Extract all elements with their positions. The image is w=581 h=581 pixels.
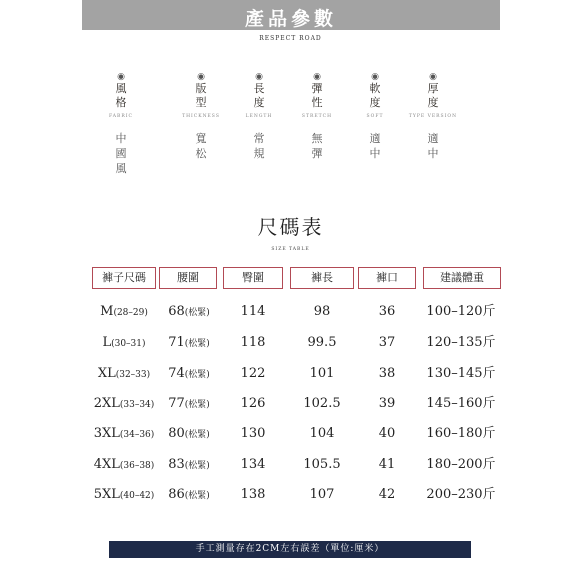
page-title: 產品參數 (244, 8, 337, 30)
size-label: XL (97, 366, 116, 381)
param-name: 彈 性 (311, 82, 323, 109)
dot-icon: ◉ (117, 72, 125, 82)
waist-value: 71 (168, 335, 185, 350)
table-row (0, 364, 581, 384)
param-label: SOFT (366, 114, 384, 119)
waist-note: (松緊) (184, 491, 210, 501)
hem-cell: 36 (378, 304, 396, 319)
size-range: (28–29) (113, 308, 148, 318)
header-hem: 褲口 (358, 267, 416, 289)
waist-value: 77 (168, 396, 185, 411)
hip-cell: 114 (240, 304, 266, 319)
param-name: 版 型 (195, 82, 207, 109)
waist-value: 86 (168, 487, 185, 502)
length-cell: 102.5 (303, 396, 341, 411)
size-cell (86, 485, 162, 506)
waist-value: 74 (168, 366, 185, 381)
hem-cell: 41 (378, 457, 396, 472)
param-name: 長 度 (253, 82, 265, 109)
size-cell (86, 394, 162, 415)
size-label: 5XL (93, 487, 120, 502)
size-range: (32–33) (115, 370, 151, 380)
hem-cell: 37 (378, 335, 396, 350)
waist-note: (松緊) (184, 461, 210, 471)
title-banner (82, 0, 500, 30)
weight-cell: 180–200斤 (426, 457, 496, 472)
waist-note: (松緊) (184, 430, 210, 440)
size-cell (86, 364, 162, 385)
hip-cell: 130 (240, 426, 266, 441)
dot-icon: ◉ (429, 72, 437, 82)
weight-cell: 200–230斤 (426, 487, 496, 502)
waist-note: (松緊) (184, 308, 210, 318)
waist-cell (156, 394, 222, 415)
size-cell (86, 302, 162, 323)
weight-cell: 120–135斤 (426, 335, 496, 350)
header-hip: 臀圍 (223, 267, 283, 289)
waist-cell (156, 333, 222, 354)
param-label: FABRIC (109, 114, 133, 119)
dot-icon: ◉ (255, 72, 263, 82)
page-subtitle: RESPECT ROAD (259, 35, 322, 42)
param-value: 寬 松 (195, 132, 207, 160)
waist-cell (156, 364, 222, 385)
header-waist: 腰圍 (159, 267, 217, 289)
hip-cell: 126 (240, 396, 266, 411)
size-label: L (102, 335, 112, 350)
hip-cell: 138 (240, 487, 266, 502)
param-value: 適 中 (427, 132, 439, 160)
param-name: 軟 度 (369, 82, 381, 109)
hem-cell: 42 (378, 487, 396, 502)
waist-value: 83 (168, 457, 185, 472)
table-row (0, 455, 581, 475)
weight-cell: 145–160斤 (426, 396, 496, 411)
param-name: 風 格 (115, 82, 127, 109)
param-value: 常 規 (253, 132, 265, 160)
table-row (0, 424, 581, 444)
length-cell: 99.5 (307, 335, 337, 350)
length-cell: 104 (309, 426, 335, 441)
size-label: 3XL (93, 426, 120, 441)
dot-icon: ◉ (371, 72, 379, 82)
param-name: 厚 度 (427, 82, 439, 109)
param-style (96, 72, 146, 176)
size-range: (33–34) (119, 400, 155, 410)
weight-cell: 160–180斤 (426, 426, 496, 441)
dot-icon: ◉ (313, 72, 321, 82)
size-range: (40–42) (119, 491, 155, 501)
size-range: (30–31) (111, 339, 146, 349)
hem-cell: 40 (378, 426, 396, 441)
hem-cell: 39 (378, 396, 396, 411)
param-label: TYPE VERSION (408, 114, 458, 119)
measurement-note: 手工測量存在2CM左右誤差（單位:厘米） (109, 541, 471, 558)
size-cell (86, 455, 162, 476)
header-size: 褲子尺碼 (92, 267, 156, 289)
param-value: 中 國 風 (115, 132, 127, 175)
size-range: (34–36) (119, 430, 155, 440)
header-length: 褲長 (290, 267, 354, 289)
hip-cell: 118 (240, 335, 266, 350)
waist-note: (松緊) (184, 339, 210, 349)
param-value: 適 中 (369, 132, 381, 160)
hip-cell: 122 (240, 366, 266, 381)
weight-cell: 130–145斤 (426, 366, 496, 381)
hem-cell: 38 (378, 366, 396, 381)
param-label: STRETCH (301, 114, 333, 119)
param-softness (350, 72, 400, 161)
waist-note: (松緊) (184, 400, 210, 410)
param-fit (176, 72, 226, 161)
length-cell: 105.5 (303, 457, 341, 472)
dot-icon: ◉ (197, 72, 205, 82)
waist-value: 68 (168, 304, 185, 319)
size-label: 2XL (93, 396, 120, 411)
param-label: LENGTH (245, 114, 273, 119)
size-range: (36–38) (119, 461, 155, 471)
length-cell: 101 (309, 366, 335, 381)
param-length (234, 72, 284, 161)
product-params (90, 72, 490, 192)
size-cell (86, 424, 162, 445)
size-cell (86, 333, 162, 354)
header-weight: 建議體重 (423, 267, 501, 289)
waist-cell (156, 485, 222, 506)
param-label: THICKNESS (182, 114, 220, 119)
waist-value: 80 (168, 426, 185, 441)
table-row (0, 485, 581, 505)
size-label: M (100, 304, 114, 319)
size-table-subtitle: SIZE TABLE (271, 247, 310, 252)
weight-cell: 100–120斤 (426, 304, 496, 319)
param-stretch (292, 72, 342, 161)
param-value: 無 彈 (311, 132, 323, 160)
table-row (0, 394, 581, 414)
waist-note: (松緊) (184, 370, 210, 380)
hip-cell: 134 (240, 457, 266, 472)
size-label: 4XL (93, 457, 120, 472)
waist-cell (156, 302, 222, 323)
waist-cell (156, 455, 222, 476)
length-cell: 98 (313, 304, 331, 319)
param-thickness (408, 72, 458, 161)
size-table-title: 尺碼表 (257, 215, 324, 239)
table-row (0, 302, 581, 322)
waist-cell (156, 424, 222, 445)
table-row (0, 333, 581, 353)
length-cell: 107 (309, 487, 335, 502)
